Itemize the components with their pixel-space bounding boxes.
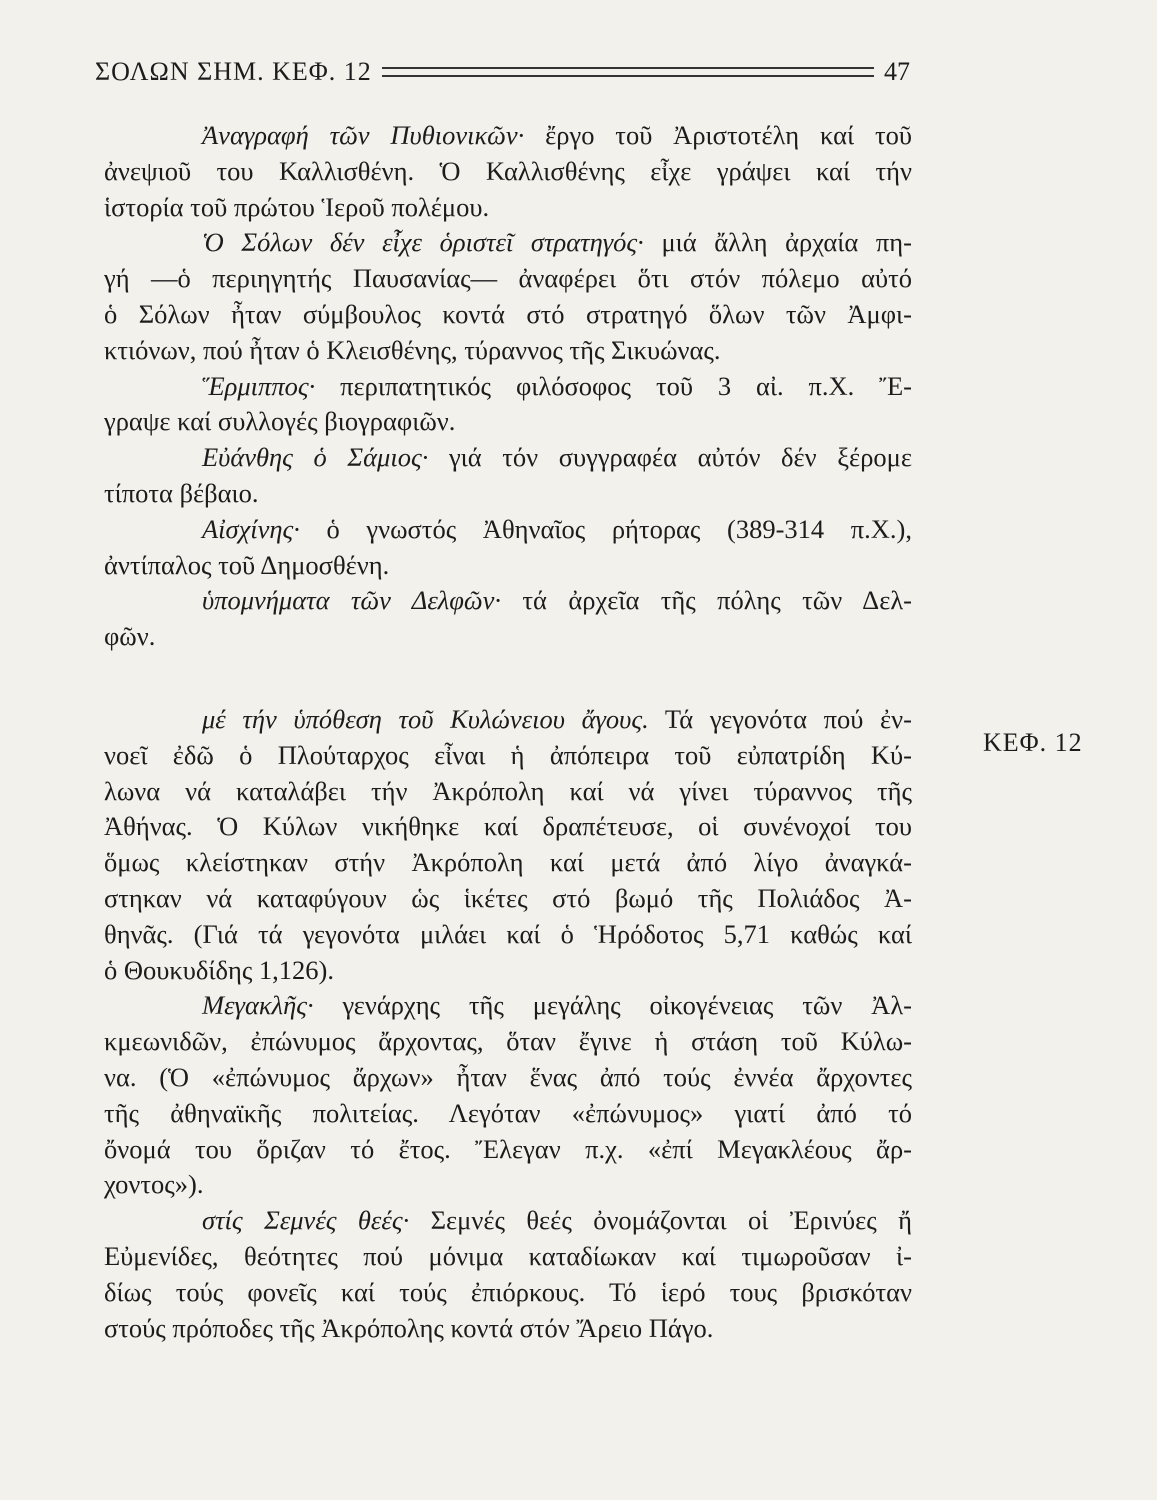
- text-line: [104, 619, 912, 655]
- side-label: ΚΕΦ. 12: [983, 728, 1083, 757]
- line-text: τά ἀρχεῖα τῆς πόλης τῶν Δελ-: [501, 585, 912, 616]
- text-line: [104, 404, 912, 440]
- text-line: [104, 1060, 912, 1096]
- commentary-entry: [104, 512, 912, 584]
- text-line: [104, 297, 912, 333]
- line-text: ὁ Θουκυδίδης 1,126).: [104, 954, 335, 985]
- text-line: [104, 476, 912, 512]
- line-text: να. (Ὁ «ἐπώνυμος ἄρχων» ἦταν ἕνας ἀπό τούς ἐννέα ἄρχοντες: [104, 1061, 912, 1092]
- line-text: ὄνομά του ὅριζαν τό ἔτος. Ἔλεγαν π.χ. «ἐπί Μεγακλέους ἄρ-: [104, 1133, 912, 1164]
- commentary-entry: [104, 440, 912, 512]
- line-text: ὅμως κλείστηκαν στήν Ἀκρόπολη καί μετά ἀπό λίγο ἀναγκά-: [104, 847, 912, 878]
- text-line: [104, 881, 912, 917]
- text-line: [104, 333, 912, 369]
- lemma-term: Αἰσχίνης·: [202, 513, 300, 544]
- text-line: [104, 512, 912, 548]
- lemma-term: Ἀναγραφή τῶν Πυθιονικῶν·: [202, 120, 525, 150]
- text-line: [104, 118, 912, 154]
- line-text: ὁ γνωστός Ἀθηναῖος ρήτορας (389-314 π.Χ.),: [299, 513, 912, 544]
- line-text: ἀνεψιοῦ του Καλλισθένη. Ὁ Καλλισθένης εἶχε γράψει καί τήν: [104, 155, 912, 186]
- line-text: κμεωνιδῶν, ἐπώνυμος ἄρχοντας, ὅταν ἔγινε ἡ στάση τοῦ Κύλω-: [104, 1026, 912, 1057]
- lemma-term: Εὐάνθης ὁ Σάμιος·: [202, 442, 429, 473]
- line-text: μιά ἄλλη ἀρχαία πη-: [643, 227, 912, 258]
- text-line: [104, 1275, 912, 1311]
- commentary-entry: [104, 583, 912, 655]
- text-line: [104, 1203, 912, 1239]
- line-text: κτιόνων, πού ἦταν ὁ Κλεισθένης, τύραννος τῆς Σικυώνας.: [104, 334, 721, 365]
- text-line: [104, 917, 912, 953]
- line-text: γενάρχης τῆς μεγάλης οἰκογένειας τῶν Ἀλ-: [313, 990, 912, 1021]
- line-text: χοντος»).: [104, 1169, 204, 1200]
- text-line: [104, 1311, 912, 1347]
- lemma-term: Ὁ Σόλων δέν εἶχε ὁριστεῖ στρατηγός·: [202, 227, 644, 258]
- text-line: [104, 261, 912, 297]
- line-text: Τά γεγονότα πού ἐν-: [648, 703, 912, 734]
- text-line: [104, 440, 912, 476]
- line-text: ἀντίπαλος τοῦ Δημοσθένη.: [104, 549, 390, 580]
- line-text: ἱστορία τοῦ πρώτου Ἱεροῦ πολέμου.: [104, 191, 490, 222]
- text-line: [104, 1167, 912, 1203]
- text-line: [104, 1132, 912, 1168]
- text-line: [104, 154, 912, 190]
- commentary-entry: [104, 225, 912, 368]
- line-text: φῶν.: [104, 621, 156, 652]
- commentary-body: [104, 118, 912, 1346]
- line-text: στούς πρόποδες τῆς Ἀκρόπολης κοντά στόν Ἄρειο Πάγο.: [104, 1312, 714, 1343]
- lemma-term: μέ τήν ὑπόθεση τοῦ Κυλώνειου ἄγους.: [202, 703, 649, 734]
- line-text: δίως τούς φονεῖς καί τούς ἐπιόρκους. Τό ἱερό τους βρισκόταν: [104, 1276, 912, 1307]
- line-text: Εὐμενίδες, θεότητες πού μόνιμα καταδίωκαν καί τιμωροῦσαν ἰ-: [104, 1240, 912, 1271]
- text-line: [104, 1096, 912, 1132]
- commentary-entry: [104, 369, 912, 441]
- line-text: λωνα νά καταλάβει τήν Ἀκρόπολη καί νά γίνει τύραννος τῆς: [104, 775, 912, 806]
- line-text: ὁ Σόλων ἦταν σύμβουλος κοντά στό στρατηγό ὅλων τῶν Ἀμφι-: [104, 298, 912, 329]
- lemma-term: στίς Σεμνές θεές·: [202, 1205, 410, 1236]
- commentary-entry: [104, 1203, 912, 1346]
- text-line: [104, 809, 912, 845]
- line-text: Σεμνές θεές ὀνομάζονται οἱ Ἐρινύες ἤ: [409, 1205, 912, 1236]
- line-text: ἔργο τοῦ Ἀριστοτέλη καί τοῦ: [524, 120, 912, 150]
- text-line: [104, 988, 912, 1024]
- line-text: στηκαν νά καταφύγουν ὡς ἱκέτες στό βωμό τῆς Πολιάδος Ἀ-: [104, 882, 912, 913]
- header-title: ΣΟΛΩΝ ΣΗΜ. ΚΕΦ. 12: [95, 57, 372, 86]
- line-text: νοεῖ ἐδῶ ὁ Πλούταρχος εἶναι ἡ ἀπόπειρα τοῦ εὐπατρίδη Κύ-: [104, 739, 912, 770]
- line-text: Ἀθήνας. Ὁ Κύλων νικήθηκε καί δραπέτευσε, οἱ συνένοχοί του: [104, 811, 912, 842]
- line-text: γή —ὁ περιηγητής Παυσανίας— ἀναφέρει ὅτι στόν πόλεμο αὐτό: [104, 263, 912, 294]
- text-line: [104, 774, 912, 810]
- text-line: [104, 548, 912, 584]
- header-rule: [382, 67, 874, 77]
- text-line: [104, 583, 912, 619]
- line-text: γιά τόν συγγραφέα αὐτόν δέν ξέρομε: [428, 442, 912, 473]
- commentary-entry: [104, 988, 912, 1203]
- lemma-term: Μεγακλῆς·: [202, 990, 314, 1021]
- line-text: περιπατητικός φιλόσοφος τοῦ 3 αἰ. π.Χ. Ἔ-: [315, 370, 912, 401]
- page-number: 47: [884, 57, 910, 86]
- line-text: τίποτα βέβαιο.: [104, 477, 259, 508]
- text-line: [104, 1024, 912, 1060]
- commentary-entry: [104, 702, 912, 988]
- text-line: [104, 702, 912, 738]
- line-text: θηνᾶς. (Γιά τά γεγονότα μιλάει καί ὁ Ἡρόδοτος 5,71 καθώς καί: [104, 918, 912, 949]
- running-header: [95, 52, 910, 92]
- text-line: [104, 953, 912, 989]
- text-line: [104, 190, 912, 226]
- text-line: [104, 369, 912, 405]
- lemma-term: Ἕρμιππος·: [202, 370, 316, 401]
- text-line: [104, 1239, 912, 1275]
- line-text: τῆς ἀθηναϊκῆς πολιτείας. Λεγόταν «ἐπώνυμος» γιατί ἀπό τό: [104, 1097, 912, 1128]
- line-text: γραψε καί συλλογές βιογραφιῶν.: [104, 406, 456, 437]
- text-line: [104, 225, 912, 261]
- commentary-entry: [104, 118, 912, 225]
- lemma-term: ὑπομνήματα τῶν Δελφῶν·: [202, 585, 502, 616]
- text-line: [104, 738, 912, 774]
- text-line: [104, 845, 912, 881]
